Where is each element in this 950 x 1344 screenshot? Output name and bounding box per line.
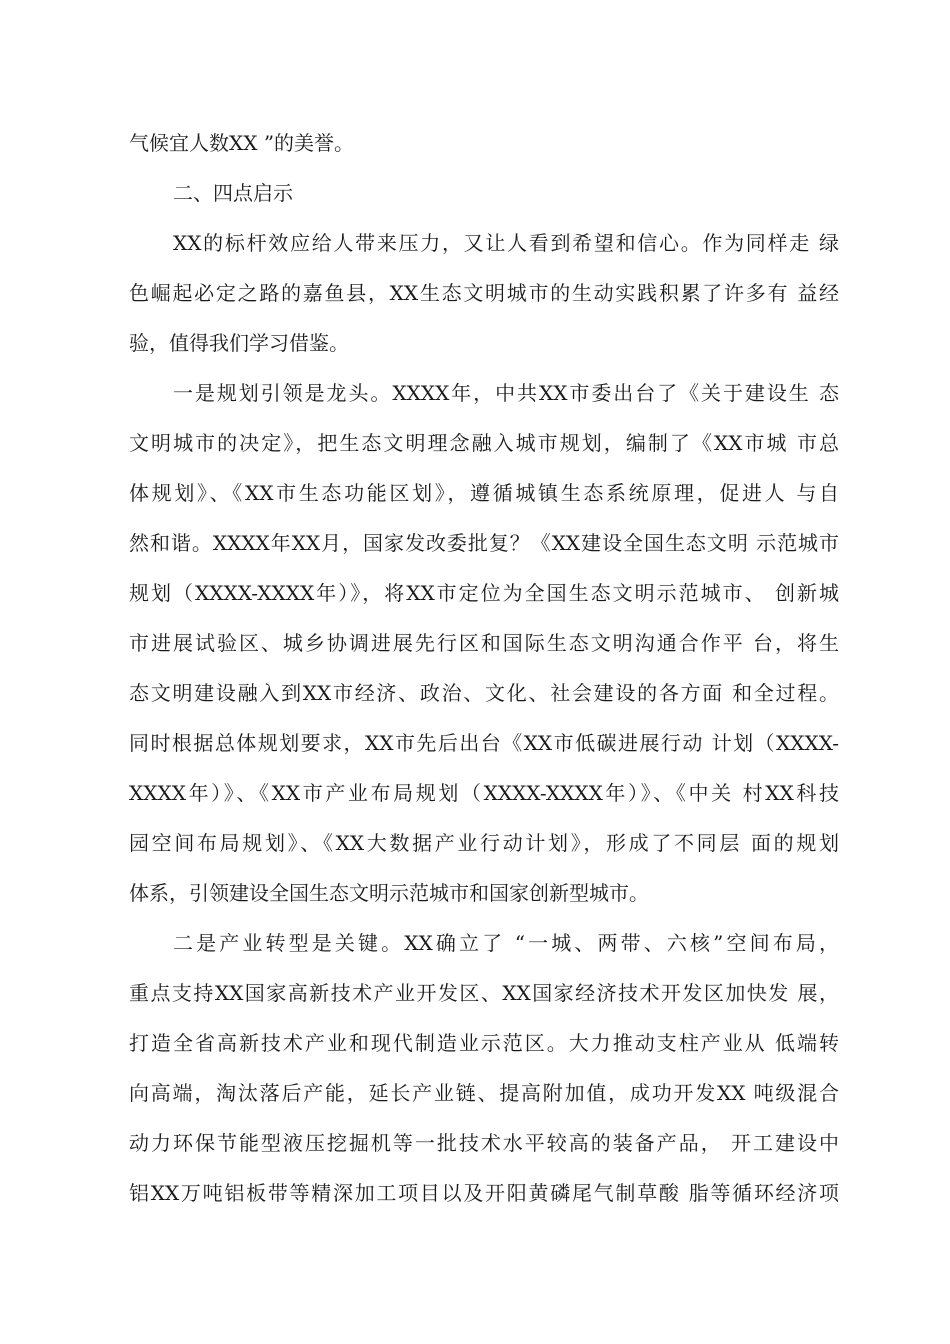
document-body <box>129 118 839 1218</box>
text-line: 体系，引领建设全国生态文明示范城市和国家创新型城市。 <box>129 881 649 905</box>
text-line: 二是产业转型是关键。XX确立了 “一城、两带、六核”空间布局， <box>173 931 839 955</box>
text-line: 一是规划引领是龙头。XXXX年，中共XX市委出台了《关于建设生 态 <box>173 381 839 405</box>
text-line: XXXX年）》、《XX市产业布局规划（XXXX-XXXX年）》、《中关 村XX科技 <box>129 781 839 805</box>
text-line: 同时根据总体规划要求，XX市先后出台《XX市低碳进展行动 计划（XXXX- <box>129 731 839 755</box>
text-line: 市进展试验区、城乡协调进展先行区和国际生态文明沟通合作平 台，将生 <box>129 631 839 655</box>
text-line: XX的标杆效应给人带来压力，又让人看到希望和信心。作为同样走 绿 <box>173 231 839 255</box>
text-line: 色崛起必定之路的嘉鱼县，XX生态文明城市的生动实践积累了许多有 益经 <box>129 281 839 305</box>
text-line: 重点支持XX国家高新技术产业开发区、XX国家经济技术开发区加快发 展， <box>129 981 839 1005</box>
text-line: 态文明建设融入到XX市经济、政治、文化、社会建设的各方面 和全过程。 <box>129 681 839 705</box>
text-line: 气候宜人数XX ”的美誉。 <box>129 131 355 155</box>
text-line: 园空间布局规划》、《XX大数据产业行动计划》，形成了不同层 面的规划 <box>129 831 839 855</box>
text-line: 验，值得我们学习借鉴。 <box>129 331 349 355</box>
text-line: 动力环保节能型液压挖掘机等一批技术水平较高的装备产品， 开工建设中 <box>129 1131 839 1155</box>
text-line: 规划（XXXX-XXXX年）》，将XX市定位为全国生态文明示范城市、 创新城 <box>129 581 839 605</box>
text-line: 打造全省高新技术产业和现代制造业示范区。大力推动支柱产业从 低端转 <box>129 1031 839 1055</box>
section-heading: 二、四点启示 <box>173 181 293 205</box>
text-line: 向高端，淘汰落后产能，延长产业链、提高附加值，成功开发XX 吨级混合 <box>129 1081 839 1105</box>
text-line: 然和谐。XXXX年XX月，国家发改委批复？《XX建设全国生态文明 示范城市 <box>129 531 839 555</box>
text-line: 体规划》、《XX市生态功能区划》，遵循城镇生态系统原理，促进人 与自 <box>129 481 839 505</box>
text-line: 铝XX万吨铝板带等精深加工项目以及开阳黄磷尾气制草酸 脂等循环经济项 <box>129 1181 839 1205</box>
text-line: 文明城市的决定》，把生态文明理念融入城市规划，编制了《XX市城 市总 <box>129 431 839 455</box>
